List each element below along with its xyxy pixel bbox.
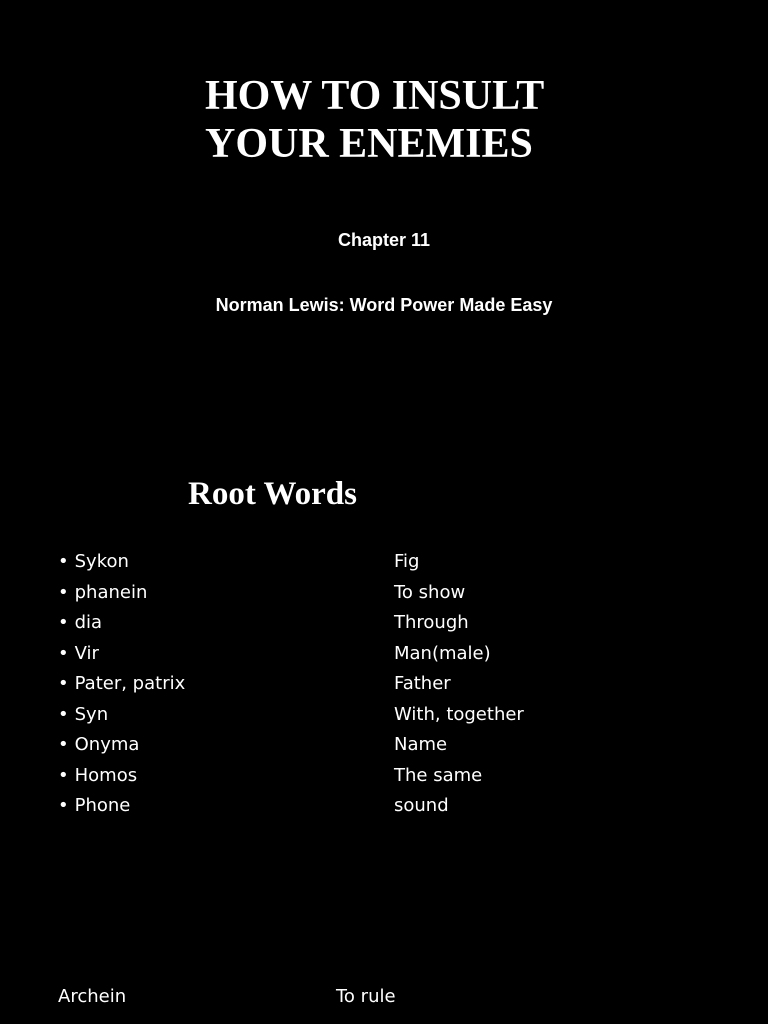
root-word: • Vir (58, 639, 394, 670)
root-word: • Onyma (58, 730, 394, 761)
list-item (58, 982, 618, 1012)
root-meaning: sound (394, 795, 449, 816)
list-item (58, 578, 618, 609)
root-word: • phanein (58, 578, 394, 609)
list-item (58, 761, 618, 792)
chapter-label: Chapter 11 (337, 230, 431, 250)
slide-title-line-2: YOUR ENEMIES (205, 121, 533, 167)
list-item (58, 700, 618, 731)
list-item (58, 547, 618, 578)
list-item (58, 639, 618, 670)
list-item (58, 791, 618, 822)
root-word: • Homos (58, 761, 394, 792)
root-meaning: Through (394, 612, 469, 633)
root-meaning: Man(male) (394, 642, 491, 664)
root-word: • Pater, patrix (58, 669, 394, 700)
slide-title (205, 72, 544, 168)
slide-title-line-1: HOW TO INSULT (205, 73, 545, 119)
root-meaning: The same (394, 764, 483, 786)
root-word: Archein (58, 986, 127, 1007)
root-meaning: To rule (336, 986, 396, 1007)
list-item (58, 608, 618, 639)
root-word: • Sykon (58, 547, 394, 578)
root-words-heading: Root Words (188, 476, 357, 512)
root-words-list (58, 547, 618, 822)
list-item (58, 730, 618, 761)
root-meaning: With, together (394, 703, 524, 725)
root-meaning: To show (394, 581, 466, 603)
root-word: • dia (58, 608, 394, 639)
root-word: • Phone (58, 791, 394, 822)
root-meaning: Name (394, 734, 448, 755)
root-meaning: Father (394, 673, 451, 694)
book-subtitle: Norman Lewis: Word Power Made Easy (215, 295, 553, 315)
root-meaning: Fig (394, 551, 420, 572)
root-word: • Syn (58, 700, 394, 731)
list-item (58, 669, 618, 700)
next-slide-list (58, 982, 618, 1012)
